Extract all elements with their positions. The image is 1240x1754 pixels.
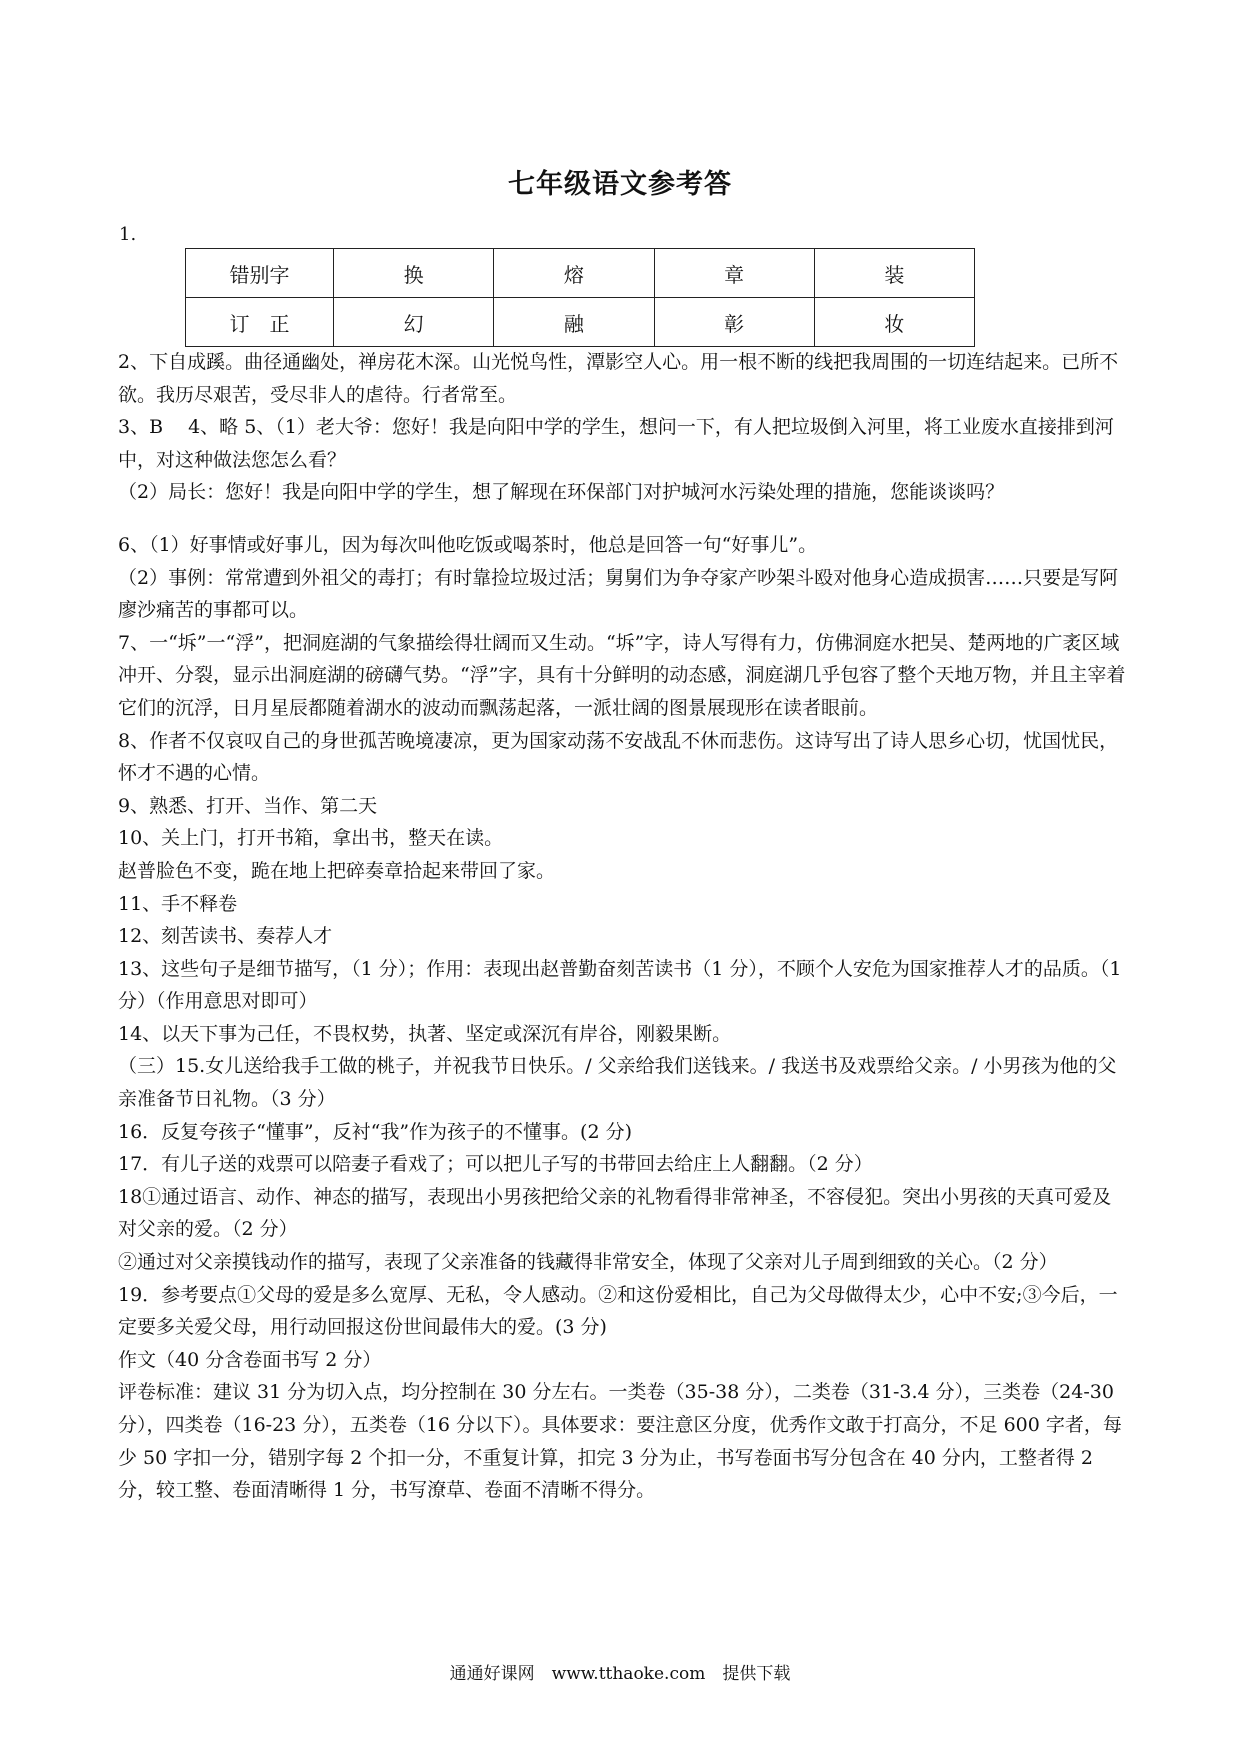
- answer-paragraph: 2、下自成蹊。曲径通幽处，禅房花木深。山光悦鸟性，潭影空人心。用一根不断的线把我周围的一切连结起来。已所不欲。我历尽艰苦，受尽非人的虐待。行者常至。: [118, 351, 1119, 406]
- table-cell: 融: [494, 298, 654, 347]
- page-footer: 通通好课网 www.tthaoke.com 提供下载: [449, 1664, 791, 1684]
- table-cell: 熔: [494, 249, 654, 298]
- table-cell: 换: [334, 249, 494, 298]
- answer-paragraph: 11、手不释卷: [118, 892, 238, 915]
- answer-paragraph: ②通过对父亲摸钱动作的描写，表现了父亲准备的钱藏得非常安全，体现了父亲对儿子周到细致的关心。（2 分）: [118, 1251, 1058, 1274]
- answer-paragraph: 7、一“坼”一“浮”，把洞庭湖的气象描绘得壮阔而又生动。“坼”字，诗人写得有力，仿佛洞庭水把吴、楚两地的广袤区域冲开、分裂，显示出洞庭湖的磅礴气势。“浮”字，具有十分鲜明的动态感，洞庭湖几乎包容了整个天地万物，并且主宰着它们的沉浮，日月星辰都随着湖水的波动而飘荡起落，一派壮阔的图景展现形在读者眼前。: [118, 631, 1126, 719]
- answer-paragraph: 16．反复夸孩子“懂事”，反衬“我”作为孩子的不懂事。(2 分): [118, 1120, 632, 1143]
- answer-paragraph: 12、刻苦读书、奏荐人才: [118, 925, 333, 948]
- answer-paragraph: 8、作者不仅哀叹自己的身世孤苦晚境凄凉，更为国家动荡不安战乱不休而悲伤。这诗写出了诗人思乡心切，忧国忧民，怀才不遇的心情。: [118, 729, 1119, 785]
- answer-paragraph: （2）事例：常常遭到外祖父的毒打；有时靠捡垃圾过活；舅舅们为争夺家产吵架斗殴对他身心造成损害……只要是写阿廖沙痛苦的事都可以。: [118, 566, 1119, 622]
- table-cell: 装: [814, 249, 974, 298]
- table-row: [186, 298, 975, 347]
- answer-paragraph: 14、以天下事为己任，不畏权势，执著、坚定或深沉有岸谷，刚毅果断。: [118, 1022, 732, 1045]
- table-cell: 错别字: [186, 249, 334, 298]
- answer-paragraph: （2）局长：您好！我是向阳中学的学生，想了解现在环保部门对护城河水污染处理的措施，您能谈谈吗？: [118, 481, 1005, 504]
- answer-paragraph: 17．有儿子送的戏票可以陪妻子看戏了；可以把儿子写的书带回去给庄上人翻翻。（2 分）: [118, 1153, 873, 1176]
- table-cell: 订 正: [186, 298, 334, 347]
- table-row: [186, 249, 975, 298]
- answer-paragraph: 作文（40 分含卷面书写 2 分）: [118, 1348, 382, 1371]
- answer-paragraph: 18①通过语言、动作、神态的描写，表现出小男孩把给父亲的礼物看得非常神圣，不容侵犯。突出小男孩的天真可爱及对父亲的爱。（2 分）: [118, 1185, 1112, 1241]
- table-cell: 妆: [814, 298, 974, 347]
- typo-correction-table: [185, 248, 975, 347]
- answer-paragraph: （三）15.女儿送给我手工做的桃子，并祝我节日快乐。/ 父亲给我们送钱来。/ 我送书及戏票给父亲。/ 小男孩为他的父亲准备节日礼物。（3 分）: [118, 1055, 1117, 1111]
- answer-paragraph: 9、熟悉、打开、当作、第二天: [118, 794, 378, 817]
- table-cell: 章: [654, 249, 814, 298]
- answer-paragraph: 6、（1）好事情或好事儿，因为每次叫他吃饭或喝茶时，他总是回答一句“好事儿”。: [118, 533, 818, 556]
- question-1-label: 1.: [119, 224, 137, 245]
- answer-body: [118, 346, 1128, 1507]
- answer-paragraph: 19．参考要点①父母的爱是多么宽厚、无私，令人感动。②和这份爱相比，自己为父母做得太少，心中不安;③今后，一定要多关爱父母，用行动回报这份世间最伟大的爱。(3 分): [118, 1283, 1118, 1339]
- answer-paragraph: 3、B 4、略 5、（1）老大爷：您好！我是向阳中学的学生，想问一下，有人把垃圾倒入河里，将工业废水直接排到河中，对这种做法您怎么看？: [118, 416, 1114, 471]
- page-title: 七年级语文参考答: [508, 169, 732, 200]
- answer-paragraph: 13、这些句子是细节描写，（1 分）；作用：表现出赵普勤奋刻苦读书（1 分），不顾个人安危为国家推荐人才的品质。（1 分）（作用意思对即可）: [118, 957, 1122, 1013]
- table-cell: 幻: [334, 298, 494, 347]
- answer-paragraph: 赵普脸色不变，跪在地上把碎奏章拾起来带回了家。: [118, 859, 556, 882]
- answer-paragraph: 评卷标准：建议 31 分为切入点，均分控制在 30 分左右。一类卷（35-38 分），二类卷（31-3.4 分），三类卷（24-30 分），四类卷（16-23 分），五类卷（16 分以下）。具体要求：要注意区分度，优秀作文敢于打高分，不足 600 字者，每少 50 字扣一分，错别字每 2 个扣一分，不重复计算，扣完 3 分为止，书写卷面书写分包含在 40 分内，工整者得 2 分，较工整、卷面清晰得 1 分，书写潦草、卷面不清晰不得分。: [118, 1381, 1122, 1502]
- table-cell: 彰: [654, 298, 814, 347]
- answer-paragraph: 10、关上门，打开书箱，拿出书，整天在读。: [118, 827, 504, 850]
